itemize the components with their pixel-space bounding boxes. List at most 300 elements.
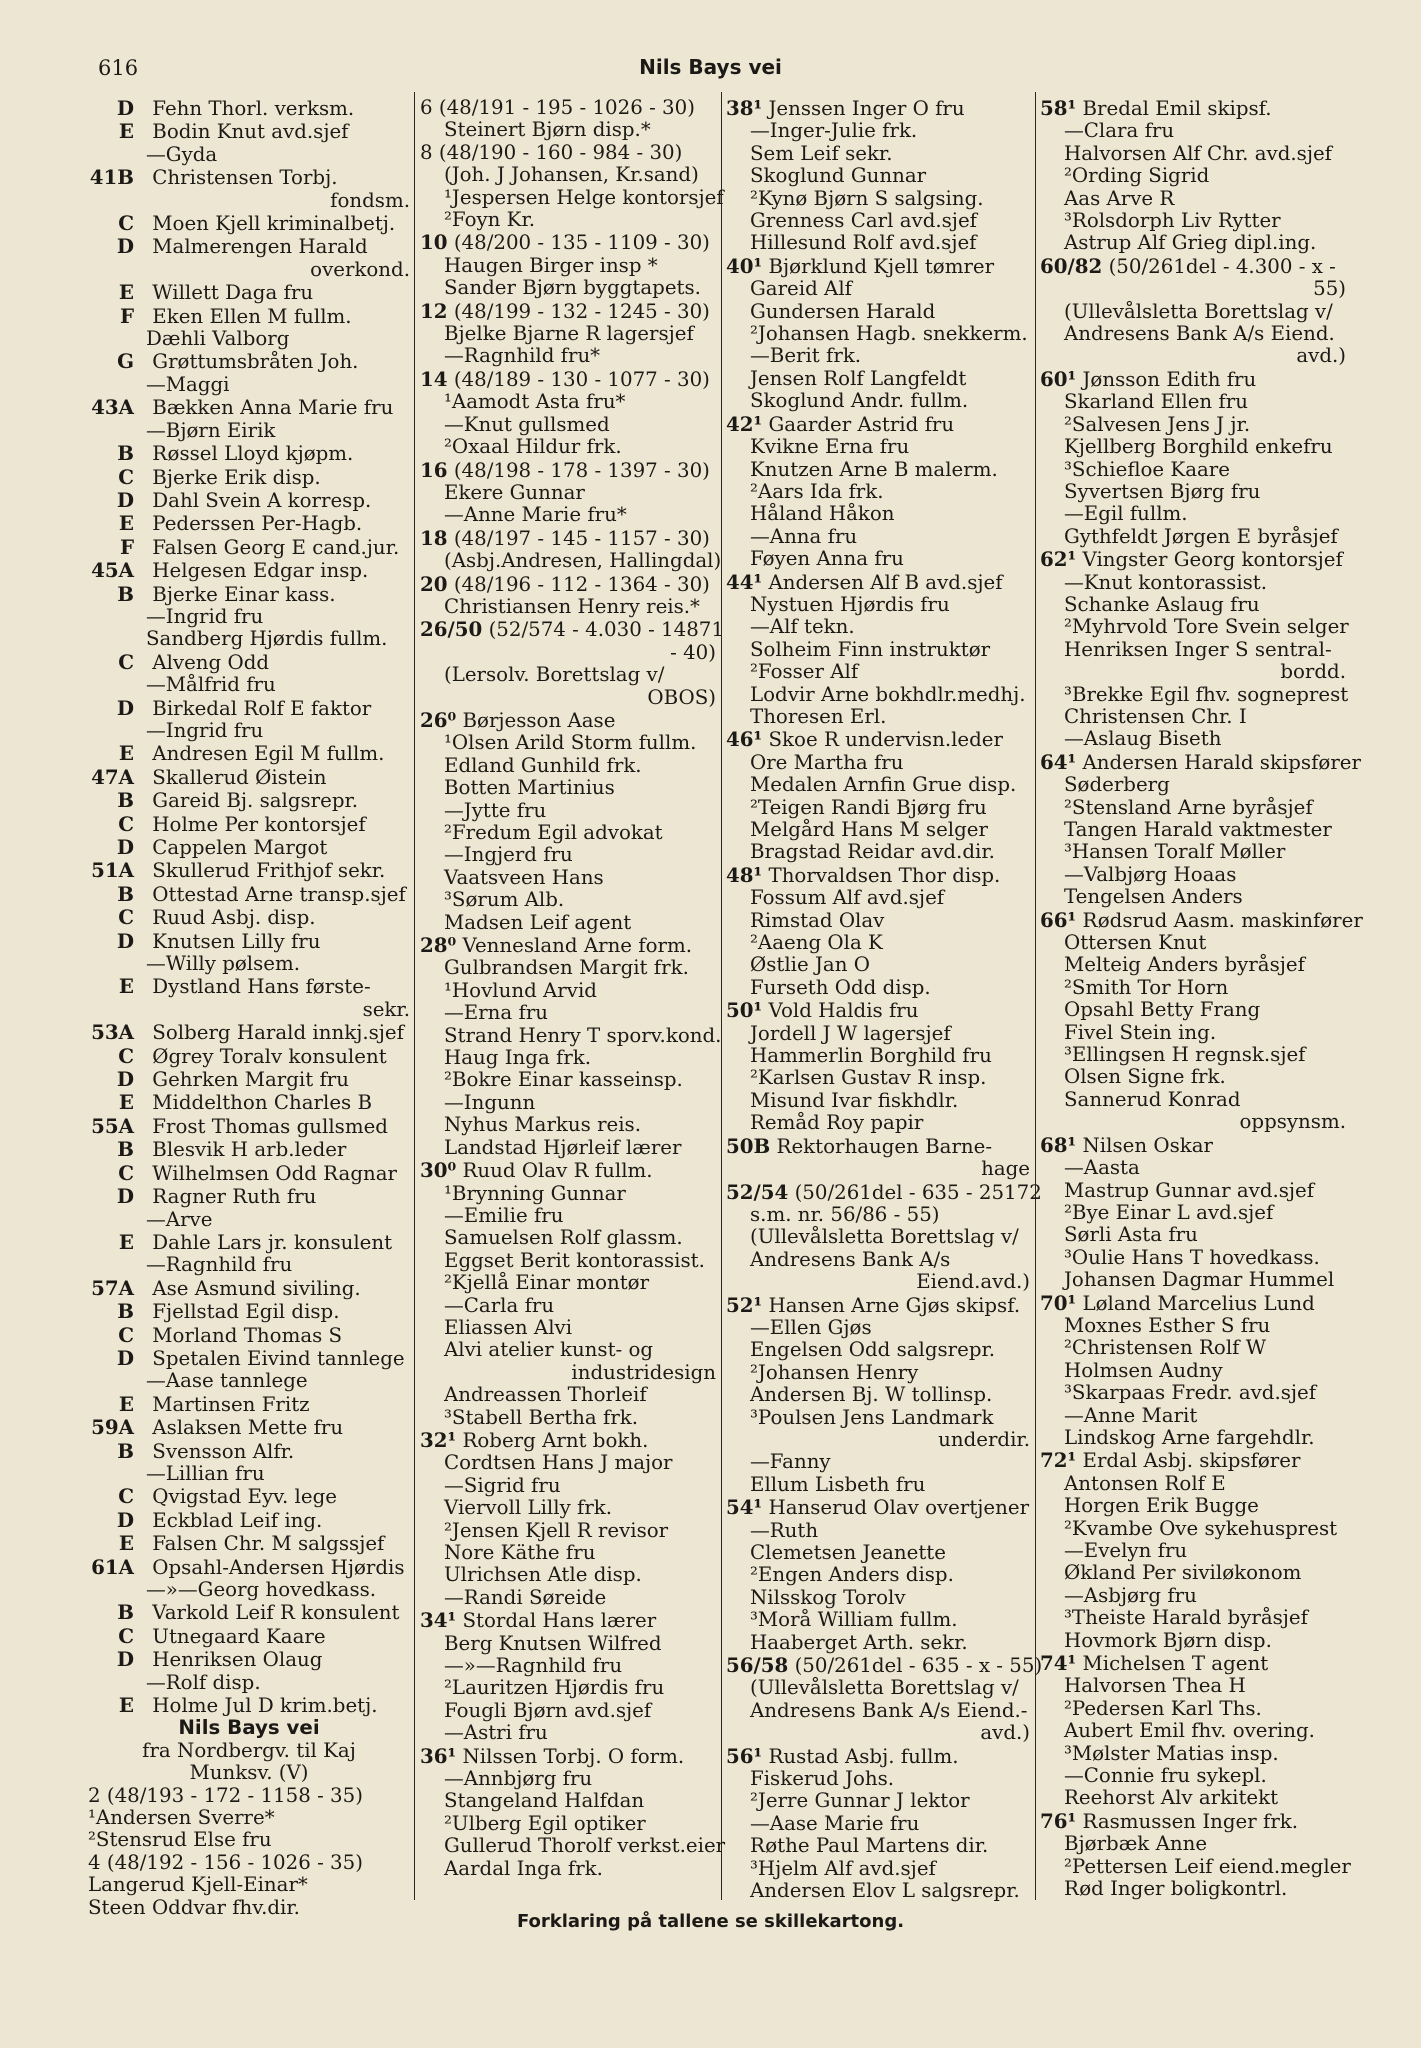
directory-entry	[726, 1384, 1030, 1406]
directory-entry	[88, 190, 410, 212]
directory-entry	[420, 709, 716, 732]
directory-entry	[1040, 188, 1346, 210]
house-number: B	[117, 1137, 134, 1162]
entry-text: Ragner Ruth fru	[152, 1185, 317, 1209]
house-number: 61A	[91, 1554, 134, 1579]
entry-text: ²Ording Sigrid	[1064, 164, 1210, 188]
directory-entry	[420, 185, 724, 209]
directory-entry	[726, 232, 1030, 254]
entry-text: Ore Martha fru	[750, 750, 904, 774]
entry-text: Grøttumsbråten Joh.	[152, 350, 359, 374]
entry-text: Bredal Emil skipsf.	[1082, 97, 1272, 120]
directory-entry	[88, 1509, 410, 1532]
house-number: C	[118, 1043, 134, 1068]
directory-entry	[420, 436, 716, 458]
entry-text: —Emilie fru	[444, 1203, 564, 1227]
entry-text: ²Fredum Egil advokat	[444, 821, 663, 844]
house-number: 10	[420, 230, 448, 255]
directory-entry	[1040, 1449, 1346, 1472]
entry-text: Lindskog Arne fargehdlr.	[1064, 1425, 1315, 1449]
directory-entry	[1040, 1292, 1346, 1315]
directory-entry	[88, 1091, 410, 1114]
house-number: 48¹	[726, 862, 763, 887]
directory-entry	[88, 97, 410, 120]
entry-text: (48/198 - 178 - 1397 - 30)	[453, 458, 710, 482]
directory-entry	[726, 728, 1030, 751]
directory-entry	[1040, 1134, 1346, 1157]
entry-text: Eggset Berit kontorassist.	[444, 1248, 705, 1272]
house-number: 12	[420, 298, 448, 323]
directory-entry	[88, 1463, 410, 1485]
directory-entry	[420, 119, 716, 141]
directory-entry	[726, 977, 1030, 999]
entry-text: —Målfrid fru	[146, 673, 276, 697]
entry-text: underdir.	[938, 1427, 1030, 1451]
directory-entry	[726, 1813, 1030, 1835]
directory-entry	[1040, 1315, 1346, 1337]
house-number: 14	[420, 366, 448, 391]
entry-text: Cappelen Margot	[152, 836, 328, 859]
directory-entry	[88, 1440, 410, 1463]
entry-text: —Alf tekn.	[750, 615, 855, 639]
directory-entry	[726, 1745, 1030, 1768]
entry-text: Røthe Paul Martens dir.	[750, 1834, 989, 1858]
directory-entry	[726, 932, 1030, 954]
entry-text: ³Skarpaas Fredr. avd.sjef	[1064, 1381, 1317, 1405]
house-number: 62¹	[1040, 547, 1077, 572]
directory-entry	[1040, 1540, 1346, 1562]
directory-entry	[88, 1579, 410, 1601]
directory-entry	[1040, 1833, 1346, 1855]
house-number: D	[116, 1184, 134, 1209]
house-number: 51A	[91, 858, 134, 883]
directory-entry	[1040, 1765, 1346, 1787]
house-number: 40¹	[726, 253, 763, 278]
entry-text: ¹Brynning Gunnar	[444, 1181, 626, 1205]
directory-entry	[1040, 210, 1346, 232]
entry-text: ³Schiefloe Kaare	[1064, 457, 1230, 481]
directory-entry	[726, 1835, 1030, 1857]
house-number: 56/58	[726, 1653, 789, 1678]
entry-text: ²Pettersen Leif eiend.megler	[1064, 1854, 1351, 1878]
house-number: C	[118, 905, 134, 930]
house-number: C	[118, 211, 134, 236]
directory-entry	[726, 1317, 1030, 1339]
entry-text: Nils Bays vei	[178, 1716, 320, 1740]
directory-entry	[420, 1542, 716, 1564]
entry-text: Fehn Thorl. verksm.	[152, 97, 355, 120]
house-number: D	[116, 487, 134, 512]
directory-entry	[420, 1023, 722, 1047]
entry-text: Haaberget Arth. sekr.	[750, 1630, 968, 1654]
entry-text: (48/199 - 132 - 1245 - 30)	[453, 299, 710, 323]
directory-entry	[726, 1294, 1030, 1317]
entry-text: Kvikne Erna fru	[750, 435, 910, 459]
directory-entry	[726, 1407, 1030, 1429]
house-number: 56¹	[726, 1743, 763, 1768]
entry-text: ³Stabell Bertha frk.	[444, 1405, 639, 1429]
directory-entry	[420, 300, 716, 323]
entry-text: Tangen Harald vaktmester	[1064, 818, 1332, 841]
entry-text: Aardal Inga frk.	[444, 1856, 603, 1880]
directory-entry	[726, 301, 1030, 323]
directory-entry	[420, 1587, 716, 1609]
directory-entry	[1040, 954, 1346, 976]
directory-entry	[726, 1880, 1030, 1902]
directory-entry	[1040, 1630, 1346, 1652]
directory-entry	[726, 368, 1030, 390]
directory-entry	[726, 594, 1030, 616]
directory-entry	[88, 789, 410, 812]
entry-text: Olsen Signe frk.	[1064, 1065, 1226, 1089]
entry-text: Madsen Leif agent	[444, 910, 632, 934]
house-number: B	[117, 1600, 134, 1625]
entry-text: Middelthon Charles B	[152, 1091, 372, 1115]
house-number: 30⁰	[420, 1158, 457, 1183]
directory-entry	[420, 414, 716, 436]
directory-entry	[88, 536, 410, 559]
directory-entry	[88, 305, 410, 328]
directory-entry	[88, 859, 410, 882]
directory-entry	[1040, 459, 1346, 481]
entry-text: Michelsen T agent	[1082, 1652, 1269, 1676]
entry-text: —Jytte fru	[444, 798, 547, 822]
entry-text: Aubert Emil fhv. overing.	[1064, 1719, 1315, 1743]
directory-entry	[420, 1407, 716, 1429]
directory-column-4	[1040, 96, 1363, 1901]
directory-entry	[1040, 1585, 1346, 1607]
entry-text: hage	[981, 1157, 1030, 1181]
directory-entry	[726, 210, 1030, 232]
directory-entry	[420, 1745, 716, 1768]
entry-text: Gythfeldt Jørgen E byråsjef	[1064, 524, 1338, 548]
directory-entry	[420, 1677, 716, 1699]
house-number: F	[119, 303, 134, 328]
house-number: 50B	[726, 1133, 771, 1158]
entry-text: Botten Martinius	[444, 776, 615, 800]
entry-text: ¹Andersen Sverre*	[88, 1806, 275, 1830]
entry-text: Skoglund Gunnar	[750, 164, 927, 188]
entry-text: (50/261del - 635 - x - 55)	[794, 1654, 1043, 1678]
entry-text: —Valbjørg Hoaas	[1064, 862, 1237, 886]
directory-entry	[726, 864, 1030, 887]
entry-text: —»—Ragnhild fru	[444, 1654, 623, 1678]
directory-entry	[1040, 1878, 1346, 1900]
directory-entry	[420, 1722, 716, 1744]
entry-text: Antonsen Rolf E	[1064, 1471, 1226, 1495]
directory-entry	[420, 1069, 716, 1091]
directory-entry	[726, 97, 1030, 120]
entry-text: Solheim Finn instruktør	[750, 637, 991, 661]
entry-text: Strand Henry T sporv.kond.	[444, 1023, 722, 1047]
entry-text: Hammerlin Borghild fru	[750, 1044, 992, 1068]
entry-text: Bjerke Einar kass.	[152, 582, 336, 606]
entry-text: Aslaksen Mette fru	[152, 1416, 344, 1440]
entry-text: ²Kvambe Ove sykehusprest	[1064, 1516, 1338, 1540]
entry-text: s.m. nr. 56/86 - 55)	[750, 1202, 940, 1226]
directory-column-3	[726, 96, 1043, 1903]
directory-entry	[1040, 999, 1346, 1021]
directory-entry	[1040, 143, 1346, 165]
directory-entry	[1040, 774, 1346, 796]
entry-text: ²Salvesen Jens J jr.	[1064, 412, 1251, 436]
directory-entry	[420, 1609, 716, 1632]
house-number: 16	[420, 457, 448, 482]
entry-text: Edland Gunhild frk.	[444, 753, 642, 777]
directory-entry	[88, 1762, 410, 1784]
entry-text: —Inger-Julie frk.	[750, 119, 918, 143]
house-number: E	[118, 280, 134, 305]
house-number: 55A	[91, 1113, 134, 1138]
directory-entry	[726, 616, 1030, 638]
directory-entry	[726, 526, 1030, 548]
entry-text: —Sigrid fru	[444, 1473, 561, 1497]
directory-entry	[420, 231, 716, 254]
entry-text: Varkold Leif R konsulent	[152, 1601, 400, 1625]
entry-text: Melgård Hans M selger	[750, 818, 988, 841]
entry-text: Holme Per kontorsjef	[152, 812, 366, 836]
entry-text: Malmerengen Harald	[152, 235, 368, 259]
entry-text: Knutsen Lilly fru	[152, 929, 321, 953]
house-number: 47A	[91, 764, 134, 789]
directory-entry	[1040, 368, 1346, 391]
entry-text: Astrup Alf Grieg dipl.ing.	[1064, 231, 1317, 255]
directory-entry	[88, 953, 410, 975]
house-number: 41B	[89, 165, 134, 190]
directory-entry	[420, 1700, 716, 1722]
directory-entry	[726, 1204, 1030, 1226]
entry-text: Henriksen Inger S sentral-	[1064, 637, 1332, 661]
directory-entry	[1040, 301, 1346, 323]
directory-entry	[1040, 345, 1346, 367]
directory-entry	[420, 1227, 716, 1249]
directory-entry	[420, 980, 716, 1002]
directory-entry	[420, 867, 716, 889]
entry-text: Fjellstad Egil disp.	[152, 1300, 340, 1324]
directory-entry	[420, 345, 716, 367]
entry-text: Johansen Dagmar Hummel	[1064, 1268, 1335, 1292]
entry-text: Solberg Harald innkj.sjef	[152, 1021, 404, 1045]
directory-entry	[726, 774, 1030, 796]
directory-entry	[88, 1601, 410, 1624]
entry-text: —Clara fru	[1064, 119, 1175, 143]
directory-entry	[420, 142, 716, 164]
house-number: 76¹	[1040, 1808, 1077, 1833]
directory-entry	[420, 323, 716, 345]
directory-entry	[88, 350, 410, 373]
entry-text: (50/261del - 4.300 - x -	[1108, 254, 1336, 278]
house-number: D	[116, 1507, 134, 1532]
directory-entry	[88, 120, 410, 143]
house-number: B	[117, 1438, 134, 1463]
directory-entry	[420, 368, 716, 391]
entry-text: Eliassen Alvi	[444, 1315, 573, 1339]
entry-text: —Arve	[146, 1207, 213, 1231]
entry-text: ³Mølster Matias insp.	[1064, 1741, 1279, 1765]
entry-text: Christensen Torbj.	[152, 166, 338, 190]
entry-text: avd.)	[980, 1721, 1030, 1745]
entry-text: Jordell J W lagersjef	[750, 1021, 951, 1045]
directory-entry	[1040, 1224, 1346, 1246]
entry-text: Fiskerud Johs.	[750, 1767, 895, 1791]
directory-entry	[88, 1556, 410, 1579]
directory-entry	[726, 571, 1030, 594]
entry-text: Qvigstad Eyv. lege	[152, 1485, 337, 1509]
entry-text: —Ragnhild fru*	[444, 344, 601, 368]
house-number: C	[118, 649, 134, 674]
entry-text: Helgesen Edgar insp.	[152, 559, 369, 583]
entry-text: ²Pedersen Karl Ths.	[1064, 1696, 1262, 1720]
directory-entry	[88, 235, 410, 258]
directory-entry	[726, 1632, 1030, 1654]
entry-text: Bragstad Reidar avd.dir.	[750, 840, 995, 864]
entry-text: Ruud Asbj. disp.	[152, 906, 316, 930]
directory-entry	[88, 906, 410, 929]
entry-text: Langerud Kjell-Einar*	[88, 1873, 308, 1897]
directory-entry	[1040, 1337, 1346, 1359]
directory-entry	[1040, 886, 1346, 908]
entry-text: Haug Inga frk.	[444, 1046, 592, 1070]
entry-text: —Ingrid fru	[146, 718, 264, 742]
directory-entry	[726, 120, 1030, 142]
directory-entry	[88, 1277, 410, 1300]
entry-text: Ulrichsen Atle disp.	[444, 1563, 642, 1587]
entry-text: Sandberg Hjørdis fullm.	[146, 627, 388, 651]
directory-entry	[88, 1162, 410, 1185]
entry-text: (Asbj.Andresen, Hallingdal)	[444, 549, 722, 573]
house-number: E	[118, 741, 134, 766]
directory-entry	[88, 489, 410, 512]
directory-entry	[420, 912, 716, 934]
entry-text: Ottestad Arne transp.sjef	[152, 882, 406, 906]
entry-text: —Ingjerd fru	[444, 843, 573, 867]
directory-entry	[726, 797, 1030, 819]
directory-entry	[88, 1254, 410, 1276]
entry-text: Erdal Asbj. skipsfører	[1082, 1449, 1301, 1473]
entry-text: —Ruth	[750, 1518, 819, 1542]
directory-entry	[420, 573, 716, 596]
entry-text: Bjørbæk Anne	[1064, 1832, 1208, 1856]
entry-text: Søderberg	[1064, 773, 1170, 797]
entry-text: Bækken Anna Marie fru	[152, 396, 394, 420]
directory-entry	[420, 642, 716, 664]
entry-text: Sem Leif sekr.	[750, 141, 893, 165]
entry-text: Føyen Anna fru	[750, 547, 904, 571]
directory-entry	[88, 420, 410, 442]
directory-entry	[420, 1362, 716, 1384]
entry-text: Sander Bjørn byggtapets.	[444, 276, 701, 300]
entry-text: Pederssen Per-Hagb.	[152, 512, 363, 536]
directory-entry	[726, 1700, 1030, 1722]
entry-text: Schanke Aslaug fru	[1064, 592, 1260, 616]
directory-entry	[88, 1829, 410, 1851]
directory-entry	[1040, 1743, 1346, 1765]
entry-text: fondsm.	[330, 188, 410, 212]
entry-text: Rimstad Olav	[750, 908, 885, 932]
directory-entry	[726, 188, 1030, 210]
entry-text: Svensson Alfr.	[152, 1439, 295, 1463]
entry-text: ²Jensen Kjell R revisor	[444, 1518, 669, 1542]
directory-entry	[88, 583, 410, 606]
entry-text: Blesvik H arb.leder	[152, 1138, 347, 1162]
directory-entry	[1040, 1854, 1351, 1878]
house-number: C	[118, 1623, 134, 1648]
directory-entry	[420, 277, 716, 299]
house-number: E	[118, 1090, 134, 1115]
entry-text: —Aslaug Biseth	[1064, 727, 1222, 751]
entry-text: ²Oxaal Hildur frk.	[444, 435, 622, 459]
entry-text: Alveng Odd	[152, 650, 270, 674]
directory-entry	[88, 259, 410, 281]
directory-column-2	[420, 96, 726, 1897]
directory-entry	[88, 1370, 410, 1392]
directory-entry	[88, 720, 410, 742]
directory-entry	[1040, 1427, 1346, 1449]
entry-text: Rektorhaugen Barne-	[776, 1134, 993, 1158]
directory-entry	[420, 1633, 716, 1655]
entry-text: Vennesland Arne form.	[462, 934, 693, 958]
entry-text: Andersen Bj. W tollinsp.	[750, 1383, 993, 1407]
directory-entry	[420, 1790, 716, 1812]
entry-text: Andresens Bank A/s Eiend.-	[750, 1698, 1028, 1722]
entry-text: Dystland Hans første-	[152, 975, 371, 999]
directory-entry	[88, 1300, 410, 1323]
directory-entry	[726, 1271, 1030, 1293]
house-number: 38¹	[726, 96, 763, 120]
house-number: 28⁰	[420, 933, 457, 958]
house-number: 52/54	[726, 1179, 789, 1204]
house-number: C	[118, 464, 134, 489]
directory-entry	[726, 1496, 1030, 1519]
entry-text: ²Kjellå Einar montør	[444, 1271, 650, 1295]
directory-entry	[726, 752, 1030, 774]
house-number: B	[117, 881, 134, 906]
entry-text: sekr.	[362, 997, 410, 1021]
directory-entry	[88, 836, 410, 859]
entry-text: Nyhus Markus reis.	[444, 1113, 642, 1137]
entry-text: Rasmussen Inger frk.	[1082, 1809, 1299, 1833]
directory-entry	[420, 1655, 716, 1677]
entry-text: Fougli Bjørn avd.sjef	[444, 1698, 652, 1722]
entry-text: Dahle Lars jr. konsulent	[152, 1230, 393, 1254]
entry-text: Gareid Alf	[750, 277, 852, 301]
entry-text: Alvi atelier kunst- og	[444, 1338, 654, 1362]
directory-entry	[1040, 572, 1346, 594]
directory-entry	[1040, 1652, 1346, 1675]
directory-entry	[88, 1874, 410, 1896]
directory-entry	[420, 391, 716, 413]
directory-entry	[88, 1115, 410, 1138]
directory-entry	[88, 1045, 410, 1068]
entry-text: Wilhelmsen Odd Ragnar	[152, 1161, 397, 1185]
directory-entry	[420, 1159, 716, 1182]
directory-entry	[1040, 1473, 1346, 1495]
directory-entry	[726, 413, 1030, 436]
entry-text: Eken Ellen M fullm.	[152, 304, 352, 328]
directory-entry	[88, 1785, 410, 1807]
entry-text: Samuelsen Rolf glassm.	[444, 1226, 683, 1250]
directory-entry	[726, 1158, 1030, 1180]
directory-entry	[1040, 797, 1346, 819]
directory-entry	[726, 1362, 1030, 1384]
house-number: 50¹	[726, 998, 763, 1023]
directory-entry	[88, 1625, 410, 1648]
directory-entry	[726, 1722, 1030, 1744]
directory-entry	[1040, 1202, 1346, 1224]
house-number: F	[119, 534, 134, 559]
house-number: D	[116, 928, 134, 953]
directory-entry	[420, 1475, 716, 1497]
